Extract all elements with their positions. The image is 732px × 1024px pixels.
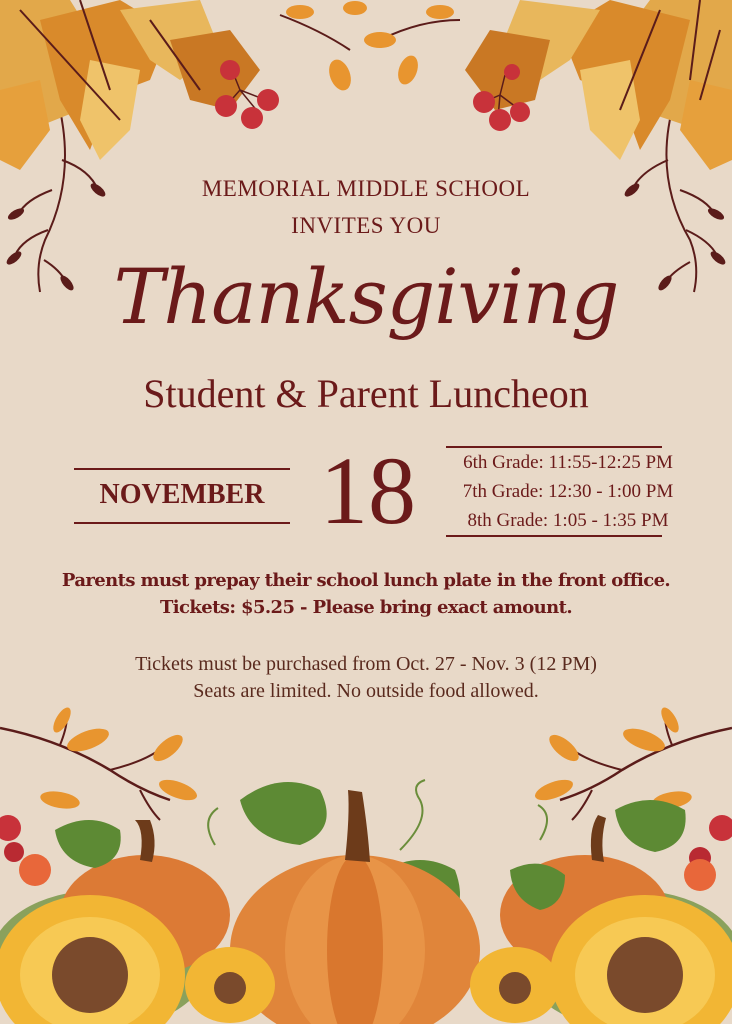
purchase-window: Tickets must be purchased from Oct. 27 - Nov. 3 (12 PM) xyxy=(135,653,597,675)
grade-schedule xyxy=(432,446,704,537)
event-title: Thanksgiving xyxy=(113,252,619,341)
event-month: NOVEMBER xyxy=(74,468,290,524)
ticket-price: Tickets: $5.25 - Please bring exact amount. xyxy=(159,597,573,618)
event-day: 18 xyxy=(320,437,416,544)
schedule-8th-grade: 8th Grade: 1:05 - 1:35 PM xyxy=(467,510,669,531)
event-subtitle: Student & Parent Luncheon xyxy=(143,371,589,416)
schedule-6th-grade: 6th Grade: 11:55-12:25 PM xyxy=(463,452,673,473)
schedule-bottom-rule xyxy=(446,535,662,537)
schedule-7th-grade: 7th Grade: 12:30 - 1:00 PM xyxy=(462,481,674,502)
invitation-line: INVITES YOU xyxy=(291,213,441,238)
seating-notice: Seats are limited. No outside food allowed. xyxy=(193,680,539,702)
school-name: MEMORIAL MIDDLE SCHOOL xyxy=(201,176,531,201)
prepay-notice: Parents must prepay their school lunch plate in the front office. xyxy=(61,570,671,591)
